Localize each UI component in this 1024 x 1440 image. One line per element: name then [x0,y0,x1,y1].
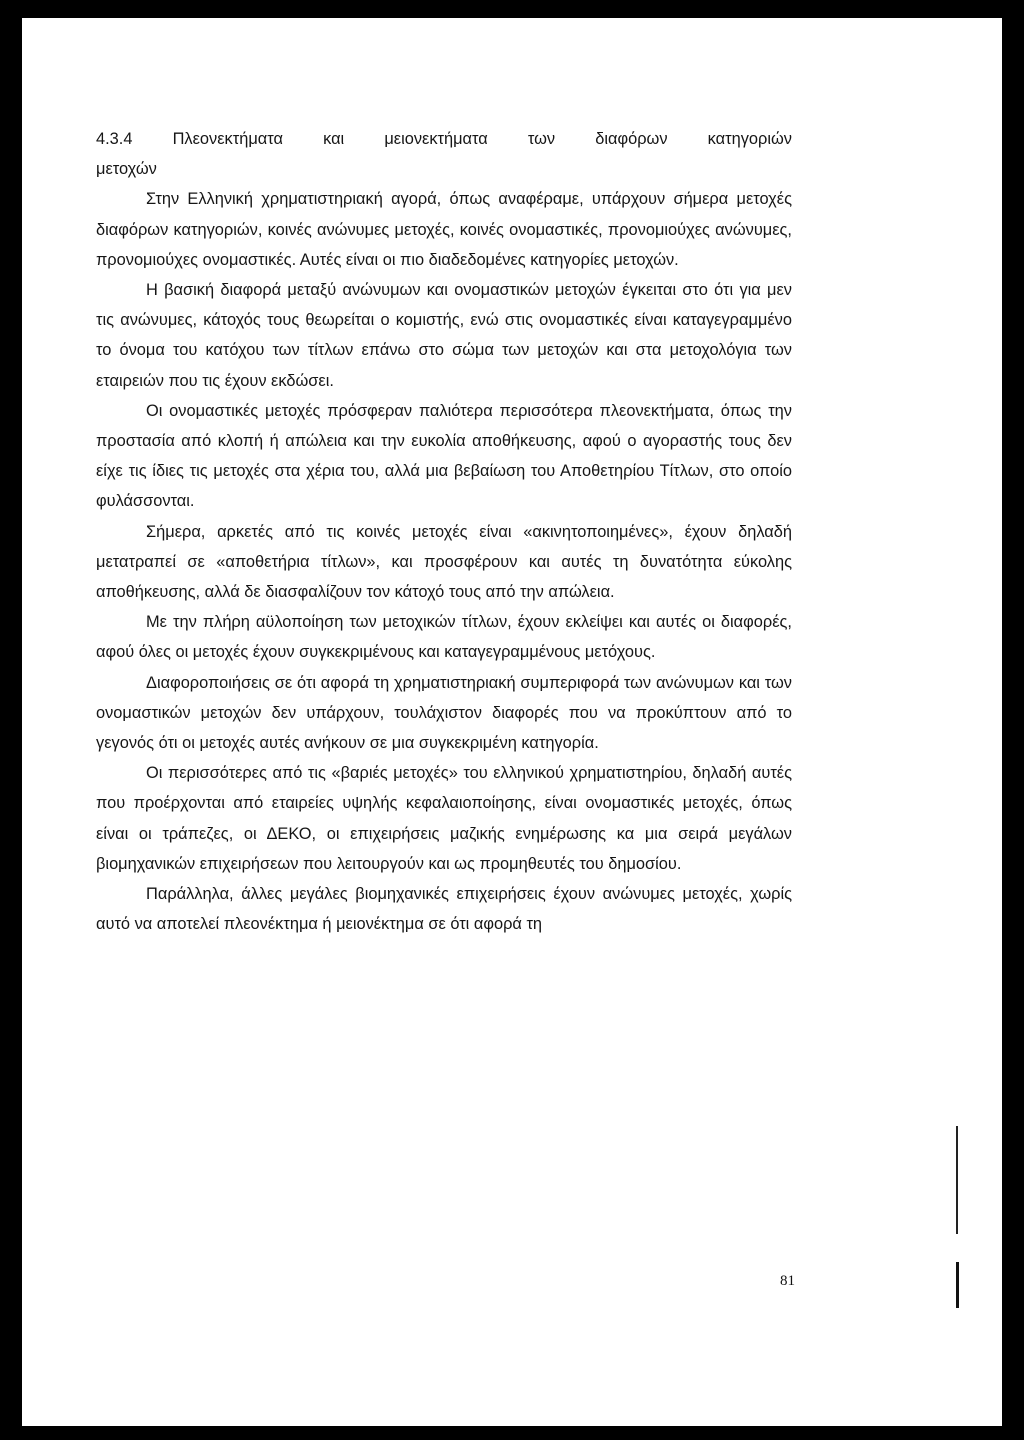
margin-line [956,1262,959,1308]
body-text [96,124,792,939]
page-number: 81 [780,1273,795,1289]
paragraph: Διαφοροποιήσεις σε ότι αφορά τη χρηματιστηριακή συμπεριφορά των ανώνυμων και των ονομαστικών μετοχών δεν υπάρχουν, τουλάχιστον διαφορές που να προκύπτουν από το γεγονός ότι οι μετοχές αυτές ανήκουν σε μια συγκεκριμένη κατηγορία. [96,673,792,753]
paragraph: Η βασική διαφορά μεταξύ ανώνυμων και ονομαστικών μετοχών έγκειται στο ότι για μεν τις ανώνυμες, κάτοχός τους θεωρείται ο κομιστής, ενώ στις ονομαστικές είναι καταγεγραμμένο το όνομα του κατόχου των τίτλων επάνω στο σώμα των μετοχών και στα μετοχολόγια των εταιρειών που τις έχουν εκδώσει. [96,281,792,390]
margin-line [956,1126,958,1234]
paragraph: Σήμερα, αρκετές από τις κοινές μετοχές είναι «ακινητοποιημένες», έχουν δηλαδή μετατραπεί σε «αποθετήρια τίτλων», και προσφέρουν και αυτές τη δυνατότητα εύκολης αποθήκευσης, αλλά δε διασφαλίζουν τον κάτοχό τους από την απώλεια. [96,522,792,602]
paragraph: Με την πλήρη αϋλοποίηση των μετοχικών τίτλων, έχουν εκλείψει και αυτές οι διαφορές, αφού όλες οι μετοχές έχουν συγκεκριμένους και καταγεγραμμένους μετόχους. [96,613,792,662]
paragraph: Οι περισσότερες από τις «βαριές μετοχές» του ελληνικού χρηματιστηρίου, δηλαδή αυτές που προέρχονται από εταιρείες υψηλής κεφαλαιοποίησης, είναι ονομαστικές μετοχές, όπως είναι οι τράπεζες, οι ΔΕΚΟ, οι επιχειρήσεις μαζικής ενημέρωσης κα μια σειρά μεγάλων βιομηχανικών επιχειρήσεων που λειτουργούν και ως προμηθευτές του δημοσίου. [96,764,792,873]
paragraph: Στην Ελληνική χρηματιστηριακή αγορά, όπως αναφέραμε, υπάρχουν σήμερα μετοχές διαφόρων κατηγοριών, κοινές ανώνυμες μετοχές, κοινές ονομαστικές, προνομιούχες ανώνυμες, προνομιούχες ονομαστικές. Αυτές είναι οι πιο διαδεδομένες κατηγορίες μετοχών. [96,190,792,269]
document-page [22,18,1002,1426]
section-heading-continued: μετοχών [96,160,157,179]
paragraph: Παράλληλα, άλλες μεγάλες βιομηχανικές επιχειρήσεις έχουν ανώνυμες μετοχές, χωρίς αυτό να αποτελεί πλεονέκτημα ή μειονέκτημα σε ότι αφορά τη [96,885,792,934]
paragraph: Οι ονομαστικές μετοχές πρόσφεραν παλιότερα περισσότερα πλεονεκτήματα, όπως την προστασία από κλοπή ή απώλεια και την ευκολία αποθήκευσης, αφού ο αγοραστής τους δεν είχε τις ίδιες τις μετοχές στα χέρια του, αλλά μια βεβαίωση του Αποθετηρίου Τίτλων, στο οποίο φυλάσσονται. [96,401,792,511]
section-heading: 4.3.4 Πλεονεκτήματα και μειονεκτήματα των διαφόρων κατηγοριών [96,130,792,148]
